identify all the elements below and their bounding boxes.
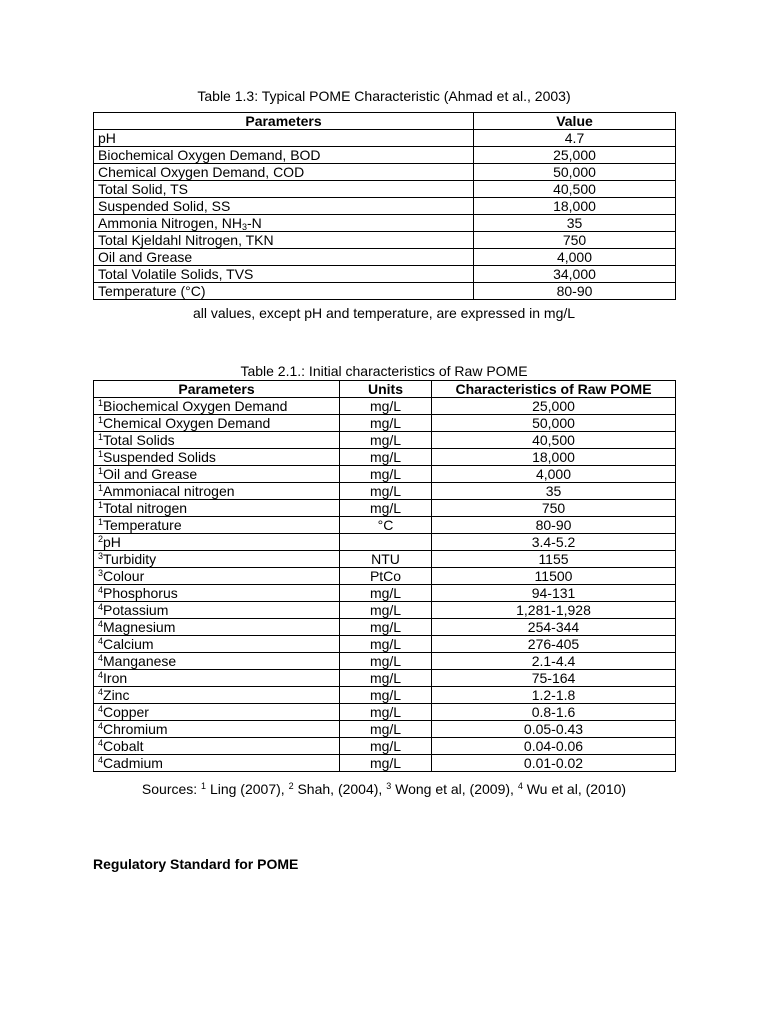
unit-cell: mg/L: [340, 432, 432, 449]
unit-cell: mg/L: [340, 738, 432, 755]
unit-cell: mg/L: [340, 687, 432, 704]
table-body: [94, 398, 676, 772]
source-ref: 1: [201, 781, 207, 791]
value-cell: 94-131: [432, 585, 676, 602]
column-header-parameters: Parameters: [94, 381, 340, 398]
parameter-text: Temperature: [103, 517, 182, 533]
parameter-cell: [94, 670, 340, 687]
table-row: [94, 687, 676, 704]
value-cell: 1,281-1,928: [432, 602, 676, 619]
value-cell: 35: [432, 483, 676, 500]
value-cell: 2.1-4.4: [432, 653, 676, 670]
source-text: Wu et al, (2010): [522, 781, 627, 797]
parameter-text: Phosphorus: [103, 585, 178, 601]
source-ref: 4: [98, 721, 104, 731]
value-cell: 25,000: [432, 398, 676, 415]
value-cell: 0.01-0.02: [432, 755, 676, 772]
parameter-text: Oil and Grease: [103, 466, 198, 482]
table-row: [94, 232, 676, 249]
source-ref: 1: [98, 449, 104, 459]
value-cell: 75-164: [432, 670, 676, 687]
table-row: [94, 164, 676, 181]
parameter-text: Cadmium: [103, 755, 163, 771]
sources-label: Sources:: [141, 781, 202, 797]
column-header-characteristics: Characteristics of Raw POME: [432, 381, 676, 398]
parameter-cell: [94, 704, 340, 721]
parameter-cell: [94, 483, 340, 500]
column-header-value: Value: [474, 113, 676, 130]
parameter-cell: [94, 415, 340, 432]
table-row: [94, 755, 676, 772]
unit-cell: [340, 534, 432, 551]
value-cell: 4,000: [432, 466, 676, 483]
column-header-units: Units: [340, 381, 432, 398]
column-header-parameters: Parameters: [94, 113, 474, 130]
parameter-cell: Oil and Grease: [94, 249, 474, 266]
table-row: [94, 215, 676, 232]
subscript: 3: [241, 222, 247, 232]
table-row: [94, 619, 676, 636]
unit-cell: mg/L: [340, 619, 432, 636]
source-ref: 1: [98, 398, 104, 408]
value-cell: 18,000: [474, 198, 676, 215]
parameter-text-suffix: -N: [246, 215, 262, 231]
table-row: [94, 432, 676, 449]
unit-cell: mg/L: [340, 585, 432, 602]
parameter-text: Potassium: [103, 602, 169, 618]
source-ref: 4: [98, 602, 104, 612]
source-ref: 4: [98, 687, 104, 697]
parameter-cell: [94, 449, 340, 466]
value-cell: 80-90: [432, 517, 676, 534]
value-cell: 0.04-0.06: [432, 738, 676, 755]
parameter-text: Total Solids: [103, 432, 175, 448]
table-row: [94, 585, 676, 602]
parameter-cell: Biochemical Oxygen Demand, BOD: [94, 147, 474, 164]
table-row: [94, 466, 676, 483]
source-ref: 3: [98, 568, 104, 578]
unit-cell: mg/L: [340, 704, 432, 721]
parameter-cell: Total Solid, TS: [94, 181, 474, 198]
value-cell: 254-344: [432, 619, 676, 636]
table-row: [94, 147, 676, 164]
table-row: [94, 738, 676, 755]
table-row: [94, 266, 676, 283]
value-cell: 35: [474, 215, 676, 232]
source-ref: 1: [98, 415, 104, 425]
parameter-text: Chemical Oxygen Demand: [103, 415, 271, 431]
parameter-cell: Temperature (°C): [94, 283, 474, 300]
value-cell: 750: [432, 500, 676, 517]
source-ref: 4: [98, 738, 104, 748]
value-cell: 4.7: [474, 130, 676, 147]
parameter-text: Suspended Solids: [103, 449, 216, 465]
source-ref: 4: [98, 585, 104, 595]
value-cell: 18,000: [432, 449, 676, 466]
parameter-text: Turbidity: [103, 551, 157, 567]
table2-caption: Table 2.1.: Initial characteristics of Raw POME: [240, 363, 528, 379]
value-cell: 4,000: [474, 249, 676, 266]
parameter-cell: [94, 636, 340, 653]
unit-cell: mg/L: [340, 721, 432, 738]
parameter-cell: [94, 466, 340, 483]
value-cell: 750: [474, 232, 676, 249]
value-cell: 276-405: [432, 636, 676, 653]
table-row: [94, 551, 676, 568]
source-ref: 4: [98, 670, 104, 680]
source-ref: 4: [98, 653, 104, 663]
table-row: [94, 670, 676, 687]
source-ref: 1: [98, 517, 104, 527]
parameter-text: Zinc: [103, 687, 130, 703]
source-ref: 2: [98, 534, 104, 544]
parameter-cell: [94, 215, 474, 232]
unit-cell: NTU: [340, 551, 432, 568]
parameter-cell: [94, 551, 340, 568]
value-cell: 1.2-1.8: [432, 687, 676, 704]
table-row: [94, 500, 676, 517]
source-ref: 4: [98, 619, 104, 629]
table-row: [94, 198, 676, 215]
parameter-cell: [94, 398, 340, 415]
table-row: [94, 181, 676, 198]
table1-note: all values, except pH and temperature, are expressed in mg/L: [192, 305, 576, 321]
source-ref: 1: [98, 483, 104, 493]
value-cell: 80-90: [474, 283, 676, 300]
unit-cell: mg/L: [340, 653, 432, 670]
source-ref: 4: [98, 755, 104, 765]
parameter-text: Magnesium: [103, 619, 176, 635]
table-header-row: [94, 113, 676, 130]
table-row: [94, 534, 676, 551]
table-row: [94, 721, 676, 738]
parameter-text: Cobalt: [103, 738, 144, 754]
table-row: [94, 283, 676, 300]
source-ref: 3: [98, 551, 104, 561]
table-row: [94, 483, 676, 500]
value-cell: 11500: [432, 568, 676, 585]
value-cell: 40,500: [474, 181, 676, 198]
parameter-cell: [94, 534, 340, 551]
value-cell: 50,000: [432, 415, 676, 432]
parameter-cell: [94, 568, 340, 585]
source-ref: 4: [517, 781, 523, 791]
source-ref: 1: [98, 466, 104, 476]
parameter-cell: [94, 653, 340, 670]
parameter-cell: [94, 602, 340, 619]
parameter-cell: [94, 585, 340, 602]
unit-cell: mg/L: [340, 415, 432, 432]
table-row: [94, 415, 676, 432]
value-cell: 40,500: [432, 432, 676, 449]
value-cell: 3.4-5.2: [432, 534, 676, 551]
table-row: [94, 602, 676, 619]
value-cell: 34,000: [474, 266, 676, 283]
parameter-text: Copper: [103, 704, 149, 720]
source-text: Ling (2007),: [206, 781, 289, 797]
source-ref: 4: [98, 636, 104, 646]
parameter-cell: Chemical Oxygen Demand, COD: [94, 164, 474, 181]
parameter-cell: [94, 721, 340, 738]
table-row: [94, 653, 676, 670]
unit-cell: mg/L: [340, 636, 432, 653]
unit-cell: mg/L: [340, 466, 432, 483]
table-row: [94, 249, 676, 266]
parameter-text: Calcium: [103, 636, 154, 652]
table-header-row: [94, 381, 676, 398]
value-cell: 0.05-0.43: [432, 721, 676, 738]
source-ref: 1: [98, 500, 104, 510]
unit-cell: mg/L: [340, 755, 432, 772]
sources-footnote: [0, 781, 768, 797]
table-row: [94, 517, 676, 534]
parameter-cell: pH: [94, 130, 474, 147]
parameter-text: Chromium: [103, 721, 168, 737]
source-text: Shah, (2004),: [293, 781, 387, 797]
table-row: [94, 704, 676, 721]
section-heading: Regulatory Standard for POME: [93, 856, 299, 872]
table-row: [94, 130, 676, 147]
table-row: [94, 449, 676, 466]
parameter-cell: [94, 500, 340, 517]
pome-characteristics-table: [93, 112, 676, 300]
parameter-cell: [94, 517, 340, 534]
unit-cell: mg/L: [340, 500, 432, 517]
parameter-text: Total nitrogen: [103, 500, 188, 516]
parameter-cell: [94, 755, 340, 772]
parameter-text: Colour: [103, 568, 145, 584]
value-cell: 25,000: [474, 147, 676, 164]
source-ref: 2: [288, 781, 294, 791]
table-row: [94, 398, 676, 415]
value-cell: 1155: [432, 551, 676, 568]
table-row: [94, 568, 676, 585]
unit-cell: mg/L: [340, 602, 432, 619]
parameter-text: Iron: [103, 670, 128, 686]
parameter-cell: Suspended Solid, SS: [94, 198, 474, 215]
parameter-text: pH: [103, 534, 121, 550]
table1-caption: Table 1.3: Typical POME Characteristic (Ahmad et al., 2003): [197, 88, 571, 104]
source-text: Wong et al, (2009),: [391, 781, 518, 797]
parameter-cell: [94, 619, 340, 636]
parameter-cell: Total Kjeldahl Nitrogen, TKN: [94, 232, 474, 249]
table-row: [94, 636, 676, 653]
parameter-cell: [94, 687, 340, 704]
parameter-text: Ammonia Nitrogen, NH: [98, 215, 242, 231]
parameter-cell: Total Volatile Solids, TVS: [94, 266, 474, 283]
raw-pome-characteristics-table: [93, 380, 676, 772]
parameter-text: Manganese: [103, 653, 177, 669]
unit-cell: mg/L: [340, 398, 432, 415]
unit-cell: °C: [340, 517, 432, 534]
value-cell: 50,000: [474, 164, 676, 181]
parameter-text: Ammoniacal nitrogen: [103, 483, 235, 499]
value-cell: 0.8-1.6: [432, 704, 676, 721]
parameter-cell: [94, 432, 340, 449]
source-ref: 4: [98, 704, 104, 714]
source-ref: 3: [386, 781, 392, 791]
parameter-cell: [94, 738, 340, 755]
unit-cell: mg/L: [340, 670, 432, 687]
parameter-text: Biochemical Oxygen Demand: [103, 398, 288, 414]
source-ref: 1: [98, 432, 104, 442]
unit-cell: mg/L: [340, 449, 432, 466]
unit-cell: mg/L: [340, 483, 432, 500]
unit-cell: PtCo: [340, 568, 432, 585]
